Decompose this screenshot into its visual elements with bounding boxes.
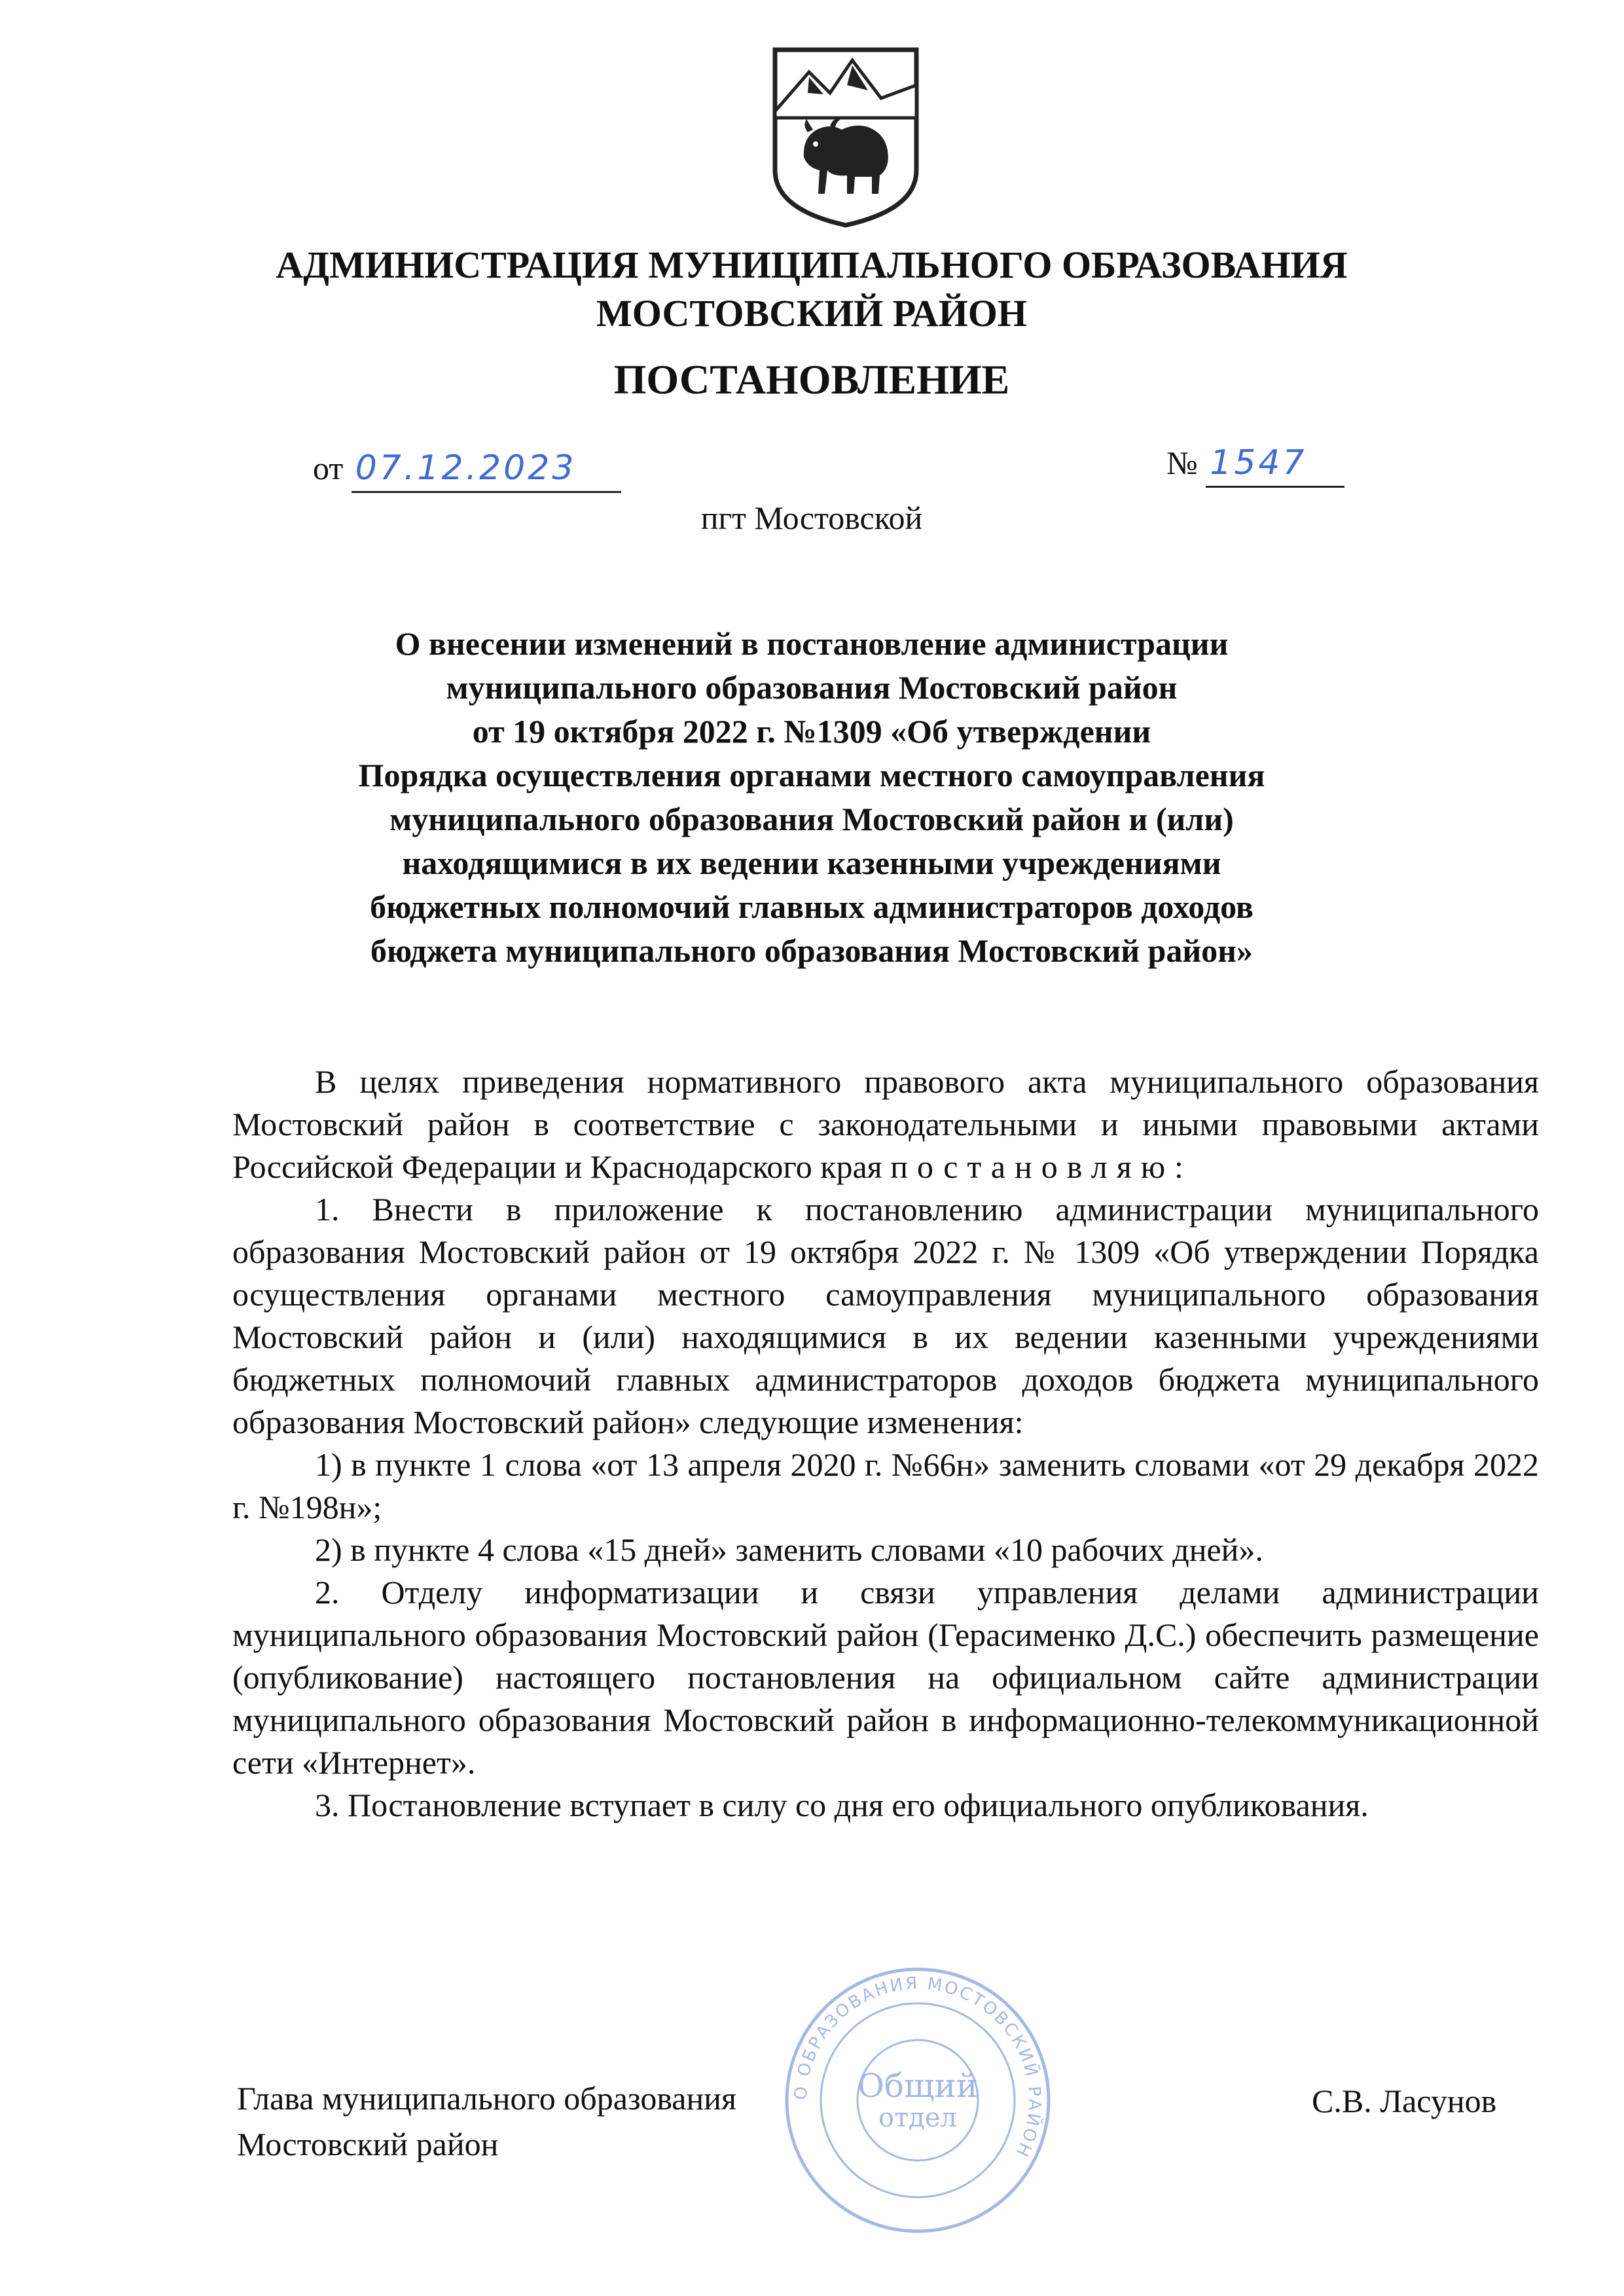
place-of-issue: пгт Мостовской — [700, 500, 923, 536]
intro-paragraph — [232, 1061, 1539, 1188]
subject-line: бюджета муниципального образования Мостовский район» — [370, 932, 1253, 969]
signatory-position — [237, 2075, 736, 2167]
subject-line: муниципального образования Мостовский район — [446, 669, 1178, 706]
stamp-ring-text: О ОБРАЗОВАНИЯ МОСТОВСКИЙ РАЙОН — [791, 1973, 1045, 2162]
signatory-position-line2: Мостовский район — [237, 2126, 499, 2162]
handwritten-number: 1547 — [1206, 440, 1344, 488]
signatory-name: С.В. Ласунов — [1312, 2083, 1497, 2119]
document-body — [232, 1061, 1539, 1827]
document-date — [313, 445, 621, 493]
subject-line: О внесении изменений в постановление администрации — [395, 625, 1229, 662]
subject-line: бюджетных полномочий главных администраторов доходов — [370, 888, 1254, 925]
item-1-2-paragraph: 2) в пункте 4 слова «15 дней» заменить словами «10 рабочих дней». — [315, 1531, 1263, 1568]
coat-of-arms-icon — [770, 46, 922, 229]
item-1-paragraph: 1. Внести в приложение к постановлению администрации муниципального образования Мостовский район от 19 октября 2022 г. № 1309 «Об утверждении Порядка осуществления органами местного самоуправления муниципального образования Мостовский район и (или) находящимися в их ведении казенными учреждениями бюджетных полномочий главных администраторов доходов бюджета муниципального образования Мостовский район» следующие изменения: — [232, 1191, 1539, 1440]
subject-line: Порядка осуществления органами местного самоуправления — [358, 757, 1265, 793]
number-prefix: № — [1166, 445, 1198, 481]
document-number — [1166, 440, 1344, 488]
organization-name-line1: АДМИНИСТРАЦИЯ МУНИЦИПАЛЬНОГО ОБРАЗОВАНИЯ — [276, 244, 1348, 286]
stamp-center-line2: отдел — [878, 2103, 957, 2133]
item-1-1-paragraph: 1) в пункте 1 слова «от 13 апреля 2020 г. №66н» заменить словами «от 29 декабря 2022 г. №198н»; — [232, 1446, 1539, 1525]
item-2-paragraph: 2. Отделу информатизации и связи управления делами администрации муниципального образования Мостовский район (Герасименко Д.С.) обеспечить размещение (опубликование) настоящего постановления на официальном сайте администрации муниципального образования Мостовский район в информационно-телекоммуникационной сети «Интернет». — [232, 1574, 1539, 1781]
date-prefix: от — [313, 450, 344, 486]
organization-name-line2: МОСТОВСКИЙ РАЙОН — [596, 292, 1028, 335]
subject-line: находящимися в их ведении казенными учреждениями — [402, 845, 1221, 881]
item-3-paragraph: 3. Постановление вступает в силу со дня его официального опубликования. — [315, 1787, 1369, 1823]
stamp-center-line1: Общий — [857, 2067, 979, 2105]
signatory-position-line1: Глава муниципального образования — [237, 2080, 737, 2117]
decree-word: постановляю: — [890, 1148, 1193, 1185]
document-subject — [216, 622, 1407, 973]
subject-line: муниципального образования Мостовский район и (или) — [389, 801, 1234, 837]
official-stamp — [780, 1963, 1055, 2238]
organization-name — [196, 241, 1427, 338]
handwritten-date: 07.12.2023 — [352, 445, 621, 493]
intro-text: В целях приведения нормативного правового акта муниципального образования Мостовский район в соответствие с законодательными и иными правовыми актами Российской Федерации и Краснодарского края — [232, 1063, 1539, 1185]
document-type: ПОСТАНОВЛЕНИЕ — [613, 356, 1010, 403]
subject-line: от 19 октября 2022 г. №1309 «Об утверждении — [472, 713, 1151, 750]
